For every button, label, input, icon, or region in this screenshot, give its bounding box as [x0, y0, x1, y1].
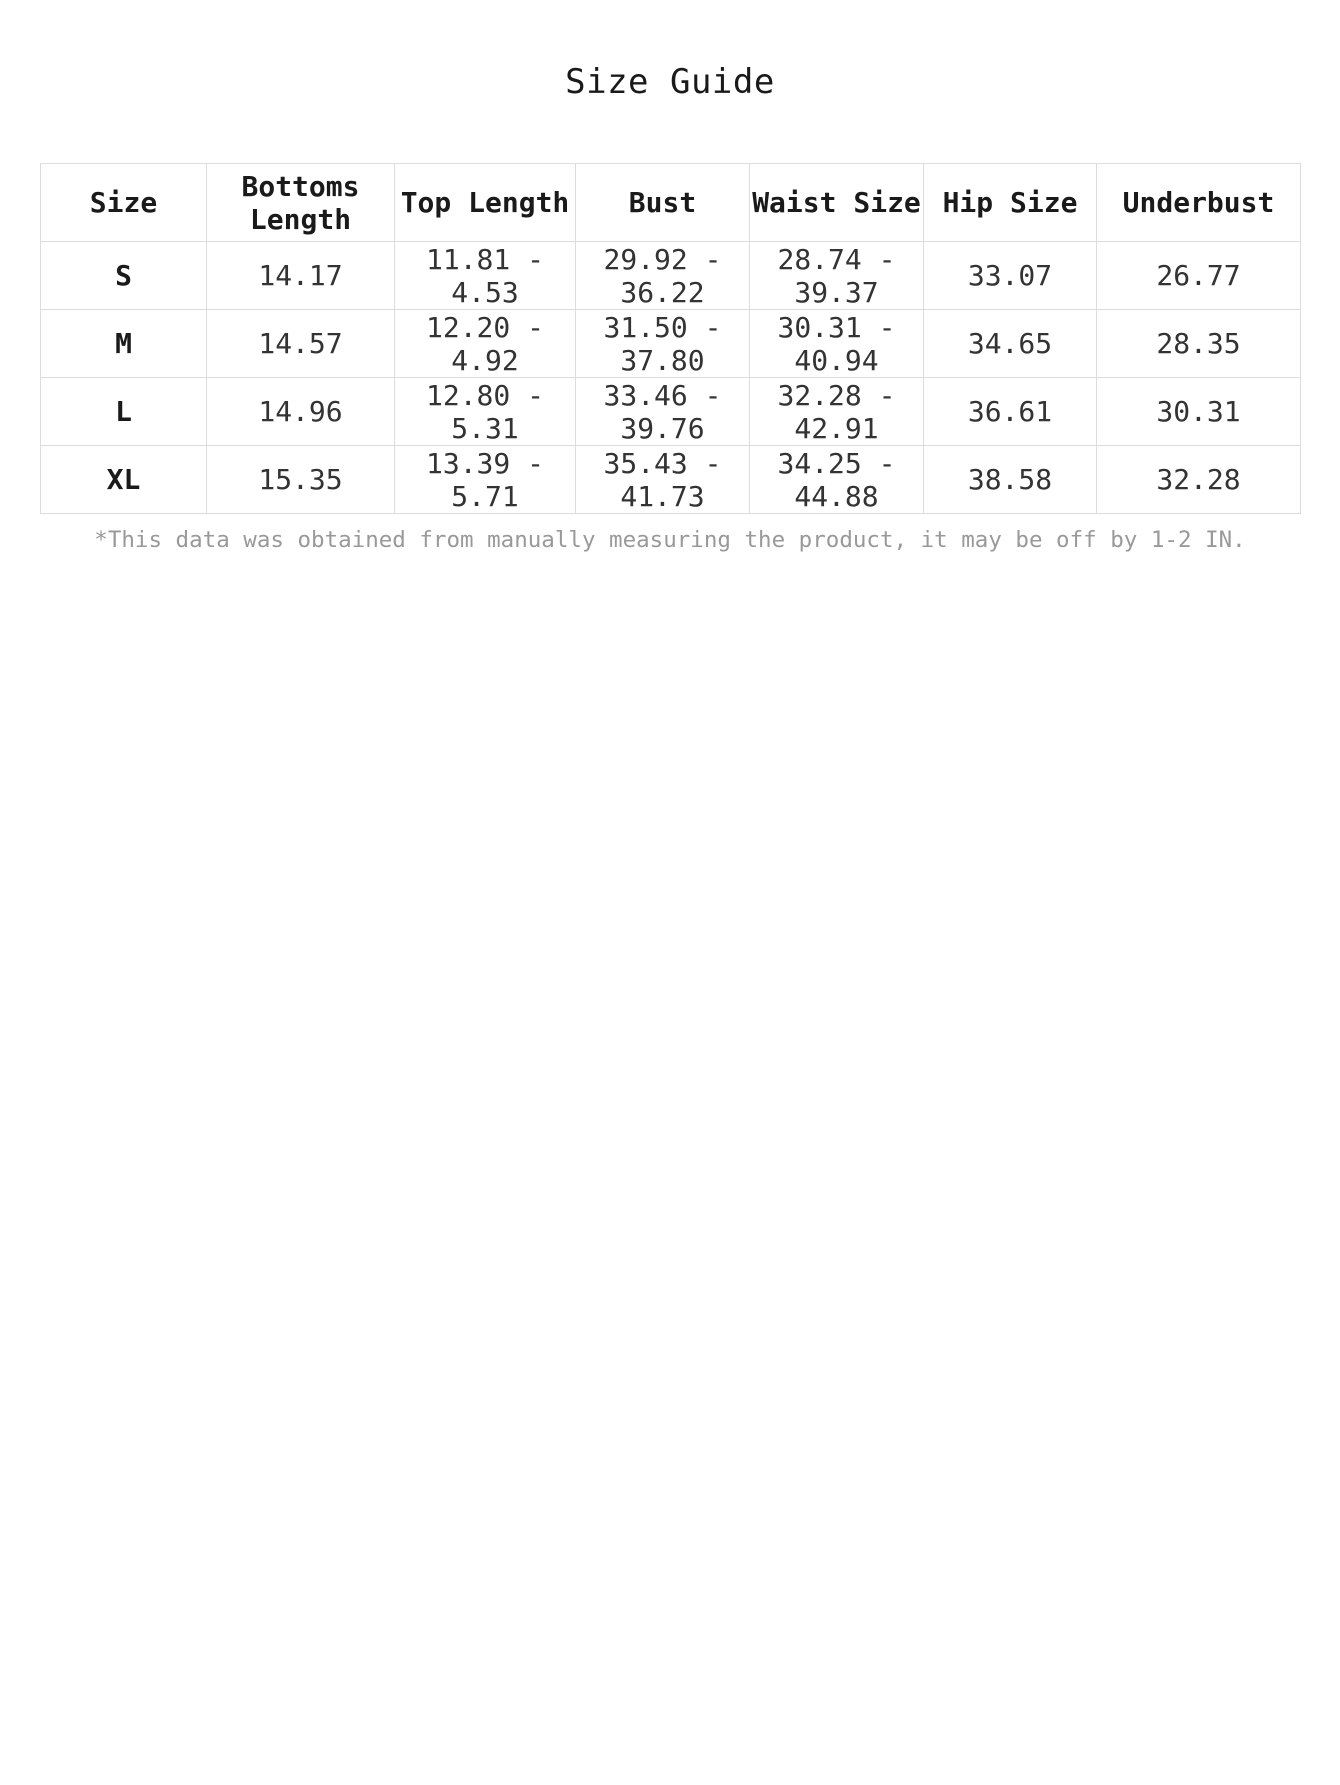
- size-cell: S: [41, 242, 207, 310]
- table-row: [41, 378, 1301, 446]
- column-header-bust: Bust: [576, 164, 750, 242]
- top-length-cell: 11.81 - 4.53: [395, 242, 576, 310]
- bust-cell: 31.50 - 37.80: [576, 310, 750, 378]
- table-row: [41, 242, 1301, 310]
- top-length-cell: 12.80 - 5.31: [395, 378, 576, 446]
- bust-cell: 33.46 - 39.76: [576, 378, 750, 446]
- underbust-cell: 30.31: [1097, 378, 1301, 446]
- hip-size-cell: 38.58: [924, 446, 1097, 514]
- hip-size-cell: 34.65: [924, 310, 1097, 378]
- column-header-underbust: Underbust: [1097, 164, 1301, 242]
- table-row: [41, 310, 1301, 378]
- waist-size-cell: 32.28 - 42.91: [750, 378, 924, 446]
- bust-cell: 35.43 - 41.73: [576, 446, 750, 514]
- size-guide-table: [40, 163, 1301, 514]
- underbust-cell: 28.35: [1097, 310, 1301, 378]
- hip-size-cell: 36.61: [924, 378, 1097, 446]
- table-header-row: [41, 164, 1301, 242]
- size-cell: XL: [41, 446, 207, 514]
- column-header-hip-size: Hip Size: [924, 164, 1097, 242]
- bottoms-length-cell: 14.57: [207, 310, 395, 378]
- hip-size-cell: 33.07: [924, 242, 1097, 310]
- underbust-cell: 32.28: [1097, 446, 1301, 514]
- measurement-disclaimer: *This data was obtained from manually measuring the product, it may be off by 1-2 IN.: [94, 527, 1246, 553]
- waist-size-cell: 34.25 - 44.88: [750, 446, 924, 514]
- table-row: [41, 446, 1301, 514]
- bottoms-length-cell: 14.96: [207, 378, 395, 446]
- waist-size-cell: 30.31 - 40.94: [750, 310, 924, 378]
- size-cell: M: [41, 310, 207, 378]
- bottoms-length-cell: 15.35: [207, 446, 395, 514]
- bottoms-length-cell: 14.17: [207, 242, 395, 310]
- column-header-waist-size: Waist Size: [750, 164, 924, 242]
- waist-size-cell: 28.74 - 39.37: [750, 242, 924, 310]
- size-cell: L: [41, 378, 207, 446]
- column-header-size: Size: [41, 164, 207, 242]
- bust-cell: 29.92 - 36.22: [576, 242, 750, 310]
- top-length-cell: 13.39 - 5.71: [395, 446, 576, 514]
- page-title: Size Guide: [565, 62, 775, 102]
- column-header-bottoms-length: Bottoms Length: [207, 164, 395, 242]
- top-length-cell: 12.20 - 4.92: [395, 310, 576, 378]
- underbust-cell: 26.77: [1097, 242, 1301, 310]
- column-header-top-length: Top Length: [395, 164, 576, 242]
